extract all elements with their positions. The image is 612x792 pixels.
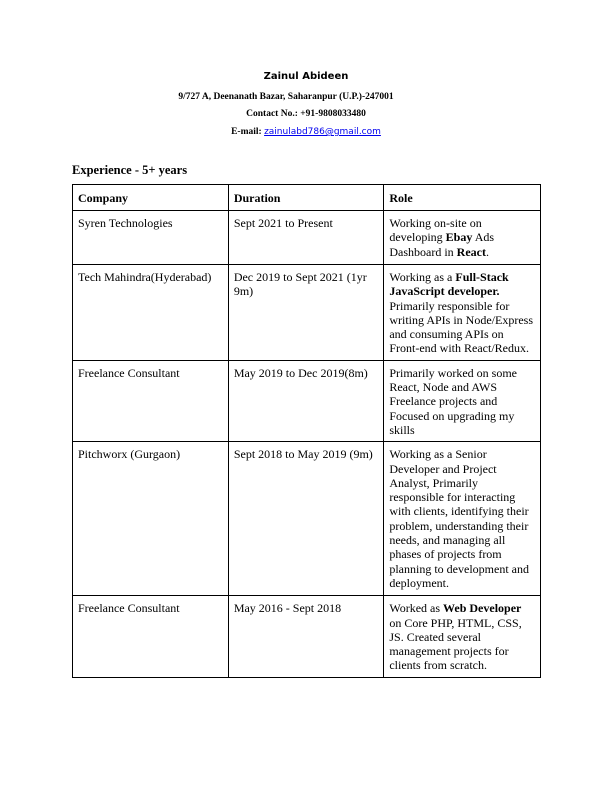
experience-table — [72, 184, 541, 678]
role-emphasis: Web Developer — [443, 601, 522, 616]
company-cell: Pitchworx (Gurgaon) — [73, 442, 229, 596]
role-emphasis: Ebay — [445, 230, 473, 245]
role-text: Primarily worked on some React, Node and AWS Freelance projects and Focused on upgrading my skills — [389, 365, 517, 437]
role-cell — [384, 265, 541, 361]
table-row — [73, 265, 541, 361]
role-text: Ads Dashboard in — [389, 230, 495, 259]
role-text: on Core PHP, HTML, CSS, JS. Created several management projects for clients from scratch. — [389, 615, 522, 673]
role-emphasis: React — [456, 244, 486, 259]
table-header-row — [73, 185, 541, 211]
table-row — [73, 360, 541, 441]
role-cell — [384, 211, 541, 265]
role-text: Working on-site on developing — [389, 216, 482, 245]
contact-label: Contact No.: — [246, 109, 301, 119]
duration-cell: Sept 2021 to Present — [228, 211, 384, 265]
company-cell: Freelance Consultant — [73, 596, 229, 678]
company-cell: Syren Technologies — [73, 211, 229, 265]
company-cell: Tech Mahindra(Hyderabad) — [73, 265, 229, 361]
role-text: . — [486, 244, 489, 259]
address: 9/727 A, Deenanath Bazar, Saharanpur (U.P.)-247001 — [178, 92, 394, 102]
role-text: Working as a Senior Developer and Project Analyst, Primarily responsible for interacting with clients, identifying their problem, understanding their needs, and managing all phases of projects from planning to development and deployment. — [389, 447, 529, 590]
role-emphasis: Full-Stack JavaScript developer. — [389, 270, 509, 299]
email-link[interactable]: zainulabd786@gmail.com — [264, 127, 381, 137]
email-label: E-mail: — [231, 127, 265, 137]
candidate-name: Zainul Abideen — [263, 71, 349, 82]
role-cell — [384, 596, 541, 678]
table-row — [73, 211, 541, 265]
column-header-role: Role — [384, 185, 541, 211]
column-header-duration: Duration — [228, 185, 384, 211]
contact-value: +91-9808033480 — [300, 109, 366, 119]
column-header-company: Company — [73, 185, 229, 211]
email-line — [0, 127, 612, 137]
role-text: Primarily responsible for writing APIs in Node/Express and consuming APIs on Front-end with React/Redux. — [389, 298, 534, 356]
duration-cell: Sept 2018 to May 2019 (9m) — [228, 442, 384, 596]
duration-cell: May 2016 - Sept 2018 — [228, 596, 384, 678]
duration-cell: Dec 2019 to Sept 2021 (1yr 9m) — [228, 265, 384, 361]
duration-cell: May 2019 to Dec 2019(8m) — [228, 360, 384, 441]
table-row — [73, 596, 541, 678]
role-cell — [384, 360, 541, 441]
role-text: Worked as — [389, 601, 444, 616]
company-cell: Freelance Consultant — [73, 360, 229, 441]
contact-number — [0, 109, 612, 119]
role-text: Working as a — [389, 270, 456, 284]
experience-heading: Experience - 5+ years — [72, 163, 188, 177]
role-cell — [384, 442, 541, 596]
table-row — [73, 442, 541, 596]
